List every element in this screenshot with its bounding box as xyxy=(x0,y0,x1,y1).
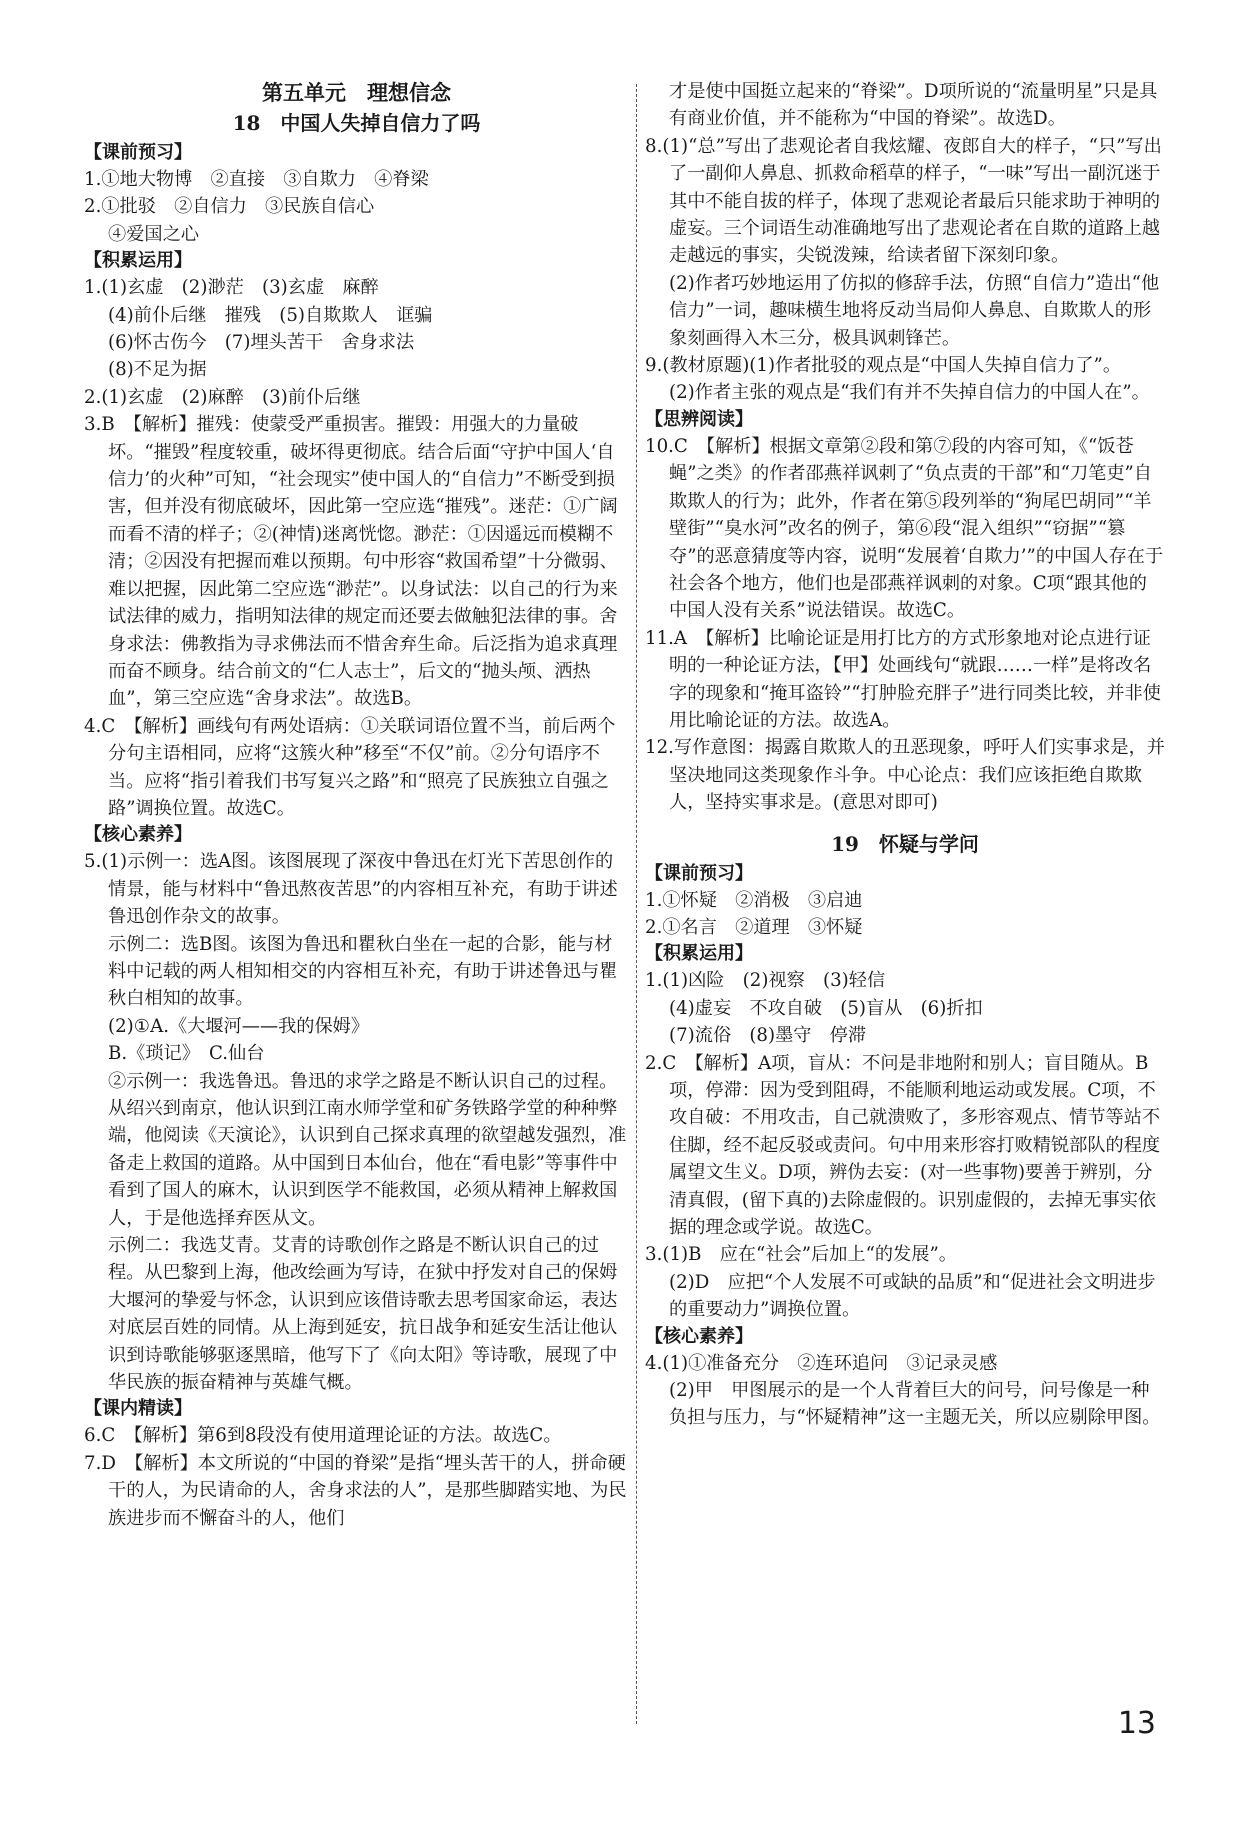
answer-line-indented: (2)作者巧妙地运用了仿拟的修辞手法，仿照“自信力”造出“他信力”一词，趣味横生地将反动当局仰人鼻息、自欺欺人的形象刻画得入木三分，极具讽刺锋芒。 xyxy=(669,272,1160,349)
answer-item: 4.C 【解析】画线句有两处语病：①关联词语位置不当，前后两个分句主语相同，应将“这簇火种”移至“不仅”前。②分句语序不当。应将“指引着我们书写复兴之路”和“照亮了民族独立自强之路”调换位置。故选C。 xyxy=(84,715,616,819)
section-heading: 【课前预习】 xyxy=(645,862,753,884)
lesson-title: 18 中国人失掉自信力了吗 xyxy=(232,111,481,135)
answer-line: 1.①怀疑 ②消极 ③启迪 xyxy=(645,889,863,911)
answer-line-indented: B.《琐记》 C.仙台 xyxy=(108,1043,265,1065)
section-heading: 【思辨阅读】 xyxy=(645,408,753,430)
page-number: 13 xyxy=(1117,1706,1156,1741)
answer-item: 9.(教材原题)(1)作者批驳的观点是“中国人失掉自信力了”。 xyxy=(645,355,1122,377)
answer-line-indented: (2)①A.《大堰河——我的保姆》 xyxy=(108,1015,370,1037)
answer-item: 6.C 【解析】第6到8段没有使用道理论证的方法。故选C。 xyxy=(84,1425,562,1447)
answer-item: 11.A 【解析】比喻论证是用打比方的方式形象地对论点进行证明的一种论证方法，【甲】处画线句“就跟……一样”是将改名字的现象和“掩耳盗铃”“打肿脸充胖子”进行同类比较，并非使用比喻论证的方法。故选A。 xyxy=(645,627,1161,731)
answer-item: 4.(1)①准备充分 ②连环追问 ③记录灵感 xyxy=(645,1352,998,1374)
answer-item: 7.D 【解析】本文所说的“中国的脊梁”是指“埋头苦干的人，拼命硬干的人，为民请命的人，舍身求法的人”，是那些脚踏实地、为民族进步而不懈奋斗的人，他们 xyxy=(84,1452,627,1529)
answer-item: 12.写作意图：揭露自欺欺人的丑恶现象，呼吁人们实事求是，并坚决地同这类现象作斗争。中心论点：我们应该拒绝自欺欺人，坚持实事求是。(意思对即可) xyxy=(645,737,1165,814)
answer-line-indented: (2)甲 甲图展示的是一个人背着巨大的问号，问号像是一种负担与压力，与“怀疑精神”这一主题无关，所以应剔除甲图。 xyxy=(669,1380,1161,1429)
answer-line: 2.①批驳 ②自信力 ③民族自信心 xyxy=(84,196,375,218)
answer-line-indented: 示例二：选B图。该图为鲁迅和瞿秋白坐在一起的合影，能与材料中记载的两人相知相交的内容相互补充，有助于讲述鲁迅与瞿秋白相知的故事。 xyxy=(108,933,618,1010)
section-heading: 【核心素养】 xyxy=(84,824,192,846)
right-column xyxy=(645,78,1165,1432)
section-heading: 【积累运用】 xyxy=(84,250,192,272)
section-heading: 【课前预习】 xyxy=(84,142,192,163)
answer-line-indented: (4)前仆后继 摧残 (5)自欺欺人 诓骗 xyxy=(108,304,433,326)
answer-line-indented: 才是使中国挺立起来的“脊梁”。D项所说的“流量明星”只是具有商业价值，并不能称为“中国的脊梁”。故选D。 xyxy=(669,81,1158,130)
answer-line-indented: (8)不足为据 xyxy=(108,359,207,381)
answer-line-indented: (2)作者主张的观点是“我们有并不失掉自信力的中国人在”。 xyxy=(669,382,1150,404)
answer-line: 1.①地大物博 ②直接 ③自欺力 ④脊梁 xyxy=(84,169,429,190)
answer-line-indented: ②示例一：我选鲁迅。鲁迅的求学之路是不断认识自己的过程。从绍兴到南京，他认识到江南水师学堂和矿务铁路学堂的种种弊端，他阅读《天演论》，认识到自己探求真理的欲望越发强烈，准备走上救国的道路。从中国到日本仙台，他在“看电影”等事件中看到了国人的麻木，认识到医学不能救国，必须从精神上解救国人，于是他选择弃医从文。 xyxy=(108,1070,627,1229)
answer-item: 3.B 【解析】摧残：使蒙受严重损害。摧毁：用强大的力量破坏。“摧毁”程度较重，破坏得更彻底。结合后面“守护中国人‘自信力’的火种”可知，“社会现实”使中国人的“自信力”不断受到损害，但并没有彻底破坏，因此第一空应选“摧残”。迷茫：①广阔而看不清的样子；②(神情)迷离恍惚。渺茫：①因遥远而模糊不清；②因没有把握而难以预期。句中形容“救国希望”十分微弱、难以把握，因此第二空应选“渺茫”。以身试法：以自己的行为来试法律的威力，指明知法律的规定而还要去做触犯法律的事。舍身求法：佛教指为寻求佛法而不惜舍弃生命。后泛指为追求真理而奋不顾身。结合前文的“仁人志士”，后文的“抛头颅、洒热血”，第三空应选“舍身求法”。故选B。 xyxy=(84,414,618,710)
answer-item: 5.(1)示例一：选A图。该图展现了深夜中鲁迅在灯光下苦思创作的情景，能与材料中“鲁迅熬夜苦思”的内容相互补充，有助于讲述鲁迅创作杂文的故事。 xyxy=(84,851,618,928)
answer-line-indented: (7)流俗 (8)墨守 停滞 xyxy=(669,1025,867,1047)
answer-item: 2.C 【解析】A项，盲从：不问是非地附和别人；盲目随从。B项，停滞：因为受到阻碍，不能顺利地运动或发展。C项，不攻自破：不用攻击，自己就溃败了，多形容观点、情节等站不住脚，经不起反驳或责问。句中用来形容打败精锐部队的程度属望文生义。D项，辨伪去妄：(对一些事物)要善于辨别，分清真假，(留下真的)去除虚假的。识别虚假的，去掉无事实依据的理念或学说。故选C。 xyxy=(645,1052,1161,1239)
answer-line: 1.(1)凶险 (2)视察 (3)轻信 xyxy=(645,970,886,992)
answer-item: 8.(1)“总”写出了悲观论者自我炫耀、夜郎自大的样子，“只”写出了一副仰人鼻息、抓救命稻草的样子，“一味”写出一副沉迷于其中不能自拔的样子，体现了悲观论者最后只能求助于神明的虚妄。三个词语生动准确地写出了悲观论者在自欺的道路上越走越远的事实，尖锐泼辣，给读者留下深刻印象。 xyxy=(645,135,1162,267)
answer-line-indented: 示例二：我选艾青。艾青的诗歌创作之路是不断认识自己的过程。从巴黎到上海，他改绘画为写诗，在狱中抒发对自己的保姆大堰河的挚爱与怀念，认识到应该借诗歌去思考国家命运，表达对底层百姓的同情。从上海到延安，抗日战争和延安生活让他认识到诗歌能够驱逐黑暗，他写下了《向太阳》等诗歌，展现了中华民族的振奋精神与英雄气概。 xyxy=(108,1235,618,1394)
unit-title: 第五单元 理想信念 xyxy=(262,80,451,105)
answer-item: 3.(1)B 应在“社会”后加上“的发展”。 xyxy=(645,1244,957,1266)
answer-line: 2.①名言 ②道理 ③怀疑 xyxy=(645,916,863,938)
answer-line-indented: (2)D 应把“个人发展不可或缺的品质”和“促进社会文明进步的重要动力”调换位置。 xyxy=(669,1271,1156,1321)
lesson-title: 19 怀疑与学问 xyxy=(831,831,979,856)
answer-line: 2.(1)玄虚 (2)麻醉 (3)前仆后继 xyxy=(84,386,361,408)
column-divider xyxy=(636,84,637,1724)
section-heading: 【课内精读】 xyxy=(84,1398,192,1420)
left-column xyxy=(84,78,629,1532)
section-heading: 【核心素养】 xyxy=(645,1325,753,1347)
section-heading: 【积累运用】 xyxy=(645,943,753,965)
answer-line-indented: (4)虚妄 不攻自破 (5)盲从 (6)折扣 xyxy=(669,997,983,1019)
answer-line-indented: ④爱国之心 xyxy=(108,223,199,245)
answer-item: 10.C 【解析】根据文章第②段和第⑦段的内容可知，《“饭苍蝇”之类》的作者邵燕祥讽刺了“负点责的干部”和“刀笔吏”自欺欺人的行为；此外，作者在第⑤段列举的“狗尾巴胡同”“羊壁街”“臭水河”改名的例子，第⑥段“混入组织”“窃据”“篡夺”的恶意猜度等内容，说明“发展着‘自欺力’”的中国人存在于社会各个地方，他们也是邵燕祥讽刺的对象。C项“跟其他的中国人没有关系”说法错误。故选C。 xyxy=(645,435,1164,622)
answer-line: 1.(1)玄虚 (2)渺茫 (3)玄虚 麻醉 xyxy=(84,277,379,299)
answer-line-indented: (6)怀古伤今 (7)埋头苦干 舍身求法 xyxy=(108,332,415,354)
